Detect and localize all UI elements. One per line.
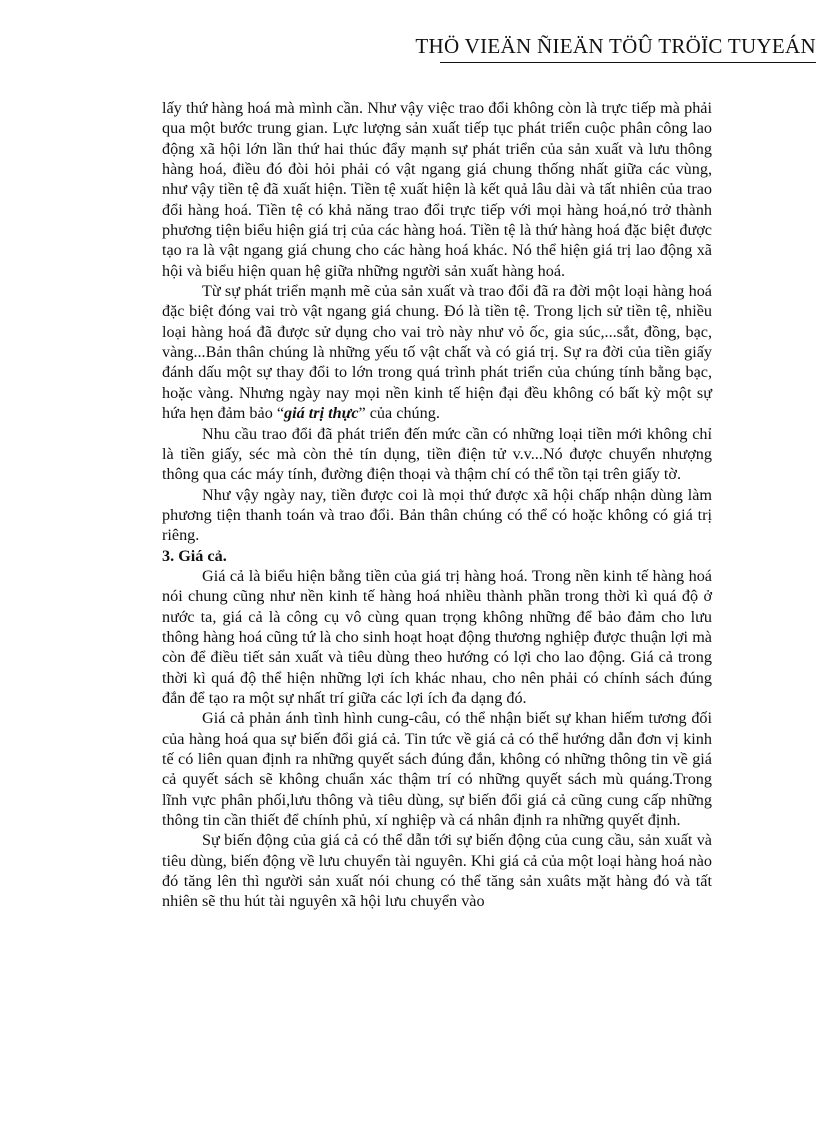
paragraph-1: lấy thứ hàng hoá mà mình cần. Như vậy việc trao đổi không còn là trực tiếp mà phải qua một bước trung gian. Lực lượng sản xuất tiếp tục phát triển cuộc phân công lao động xã hội lớn lần thứ hai thúc đẩy mạnh sự phát triển của sản xuất và lưu thông hàng hoá, điều đó đòi hỏi phải có vật ngang giá chung thống nhất giữa các vùng, như vậy tiền tệ đã xuất hiện. Tiền tệ xuất hiện là kết quả lâu dài và tất nhiên của trao đổi hàng hoá. Tiền tệ có khả năng trao đổi trực tiếp với mọi hàng hoá,nó trở thành phương tiện biểu hiện giá trị của các hàng hoá. Tiền tệ là thứ hàng hoá đặc biệt được tạo ra là vật ngang giá chung cho các hàng hoá khác. Nó thể hiện giá trị lao động xã hội và biểu hiện quan hệ giữa những người sản xuất hàng hoá.	[162, 99, 712, 280]
emphasis-gia-tri-thuc: giá trị thực	[284, 404, 359, 423]
paragraph-6: Giá cả phản ánh tình hình cung-câu, có thể nhận biết sự khan hiếm tương đối của hàng hoá qua sự biến đổi giá cả. Tin tức về giá cả có thể hướng dẫn đơn vị kinh tế có liên quan định ra những quyết sách đúng đắn, không có những thông tin về giá cả quyết sách sẽ không chuẩn xác thậm trí có những quyết sách mù quáng.Trong lĩnh vực phân phối,lưu thông và tiêu dùng, sự biến đổi giá cả cũng cung cấp những thông tin cần thiết để chính phủ, xí nghiệp và cá nhân định ra những quyết định.	[162, 709, 712, 830]
paragraph-2-end: ” của chúng.	[358, 404, 440, 423]
paragraph-4: Như vậy ngày nay, tiền được coi là mọi thứ được xã hội chấp nhận dùng làm phương tiện thanh toán và trao đổi. Bản thân chúng có thể có hoặc không có giá trị riêng.	[162, 485, 712, 545]
document-body	[162, 98, 712, 912]
paragraph-2	[162, 281, 712, 423]
paragraph-5: Giá cả là biểu hiện bằng tiền của giá trị hàng hoá. Trong nền kinh tế hàng hoá nói chung cũng như nền kinh tế hàng hoá nhiều thành phần trong thời kì quá độ ở nước ta, giá cả là công cụ vô cùng quan trọng không những để bảo đảm cho lưu thông hàng hoá cũng tứ là cho sinh hoạt hoạt động thương nghiệp được thuận lợi mà còn để điều tiết sản xuất và tiêu dùng theo hướng có lợi cho lao động. Giá cả trong thời kì quá độ thể hiện những lợi ích khác nhau, cho nên phải có chính sách đúng đắn để tạo ra một sự nhất trí giữa các lợi ích đa dạng đó.	[162, 566, 712, 707]
paragraph-2-text: Từ sự phát triển mạnh mẽ của sản xuất và trao đổi đã ra đời một loại hàng hoá đặc biệt đóng vai trò vật ngang giá chung. Đó là tiền tệ. Trong lịch sử tiền tệ, nhiều loại hàng hoá đã được sử dụng cho vai trò này như vỏ ốc, gia súc,...sắt, đồng, bạc, vàng...Bản thân chúng là những yếu tố vật chất và có giá trị. Sự ra đời của tiền giấy đánh dấu một sự thay đổi to lớn trong quá trình phát triển của chúng tính bằng bạc, hoặc vàng. Nhưng ngày nay mọi nền kinh tế hiện đại đều không có bất kỳ một sự hứa hẹn đảm bảo “	[162, 282, 712, 423]
header-rule	[440, 62, 816, 63]
paragraph-7: Sự biến động của giá cả có thể dẫn tới sự biến động của cung cầu, sản xuất và tiêu dùng, biến động về lưu chuyển tài nguyên. Khi giá cả của một loại hàng hoá nào đó tăng lên thì người sản xuất nói chung có thể tăng sản xuâts mặt hàng đó và tất nhiên sẽ thu hút tài nguyên xã hội lưu chuyển vào	[162, 831, 712, 911]
paragraph-3: Nhu cầu trao đổi đã phát triển đến mức cần có những loại tiền mới không chỉ là tiền giấy, séc mà còn thẻ tín dụng, tiền điện tử v.v...Nó được chuyển nhượng thông qua các máy tính, đường điện thoại và thậm chí có thể tồn tại trên giấy tờ.	[162, 424, 712, 484]
section-heading: 3. Giá cả.	[162, 546, 227, 565]
running-header: THÖ VIEÄN ÑIEÄN TÖÛ TRÖÏC TUYEÁN	[415, 34, 816, 58]
